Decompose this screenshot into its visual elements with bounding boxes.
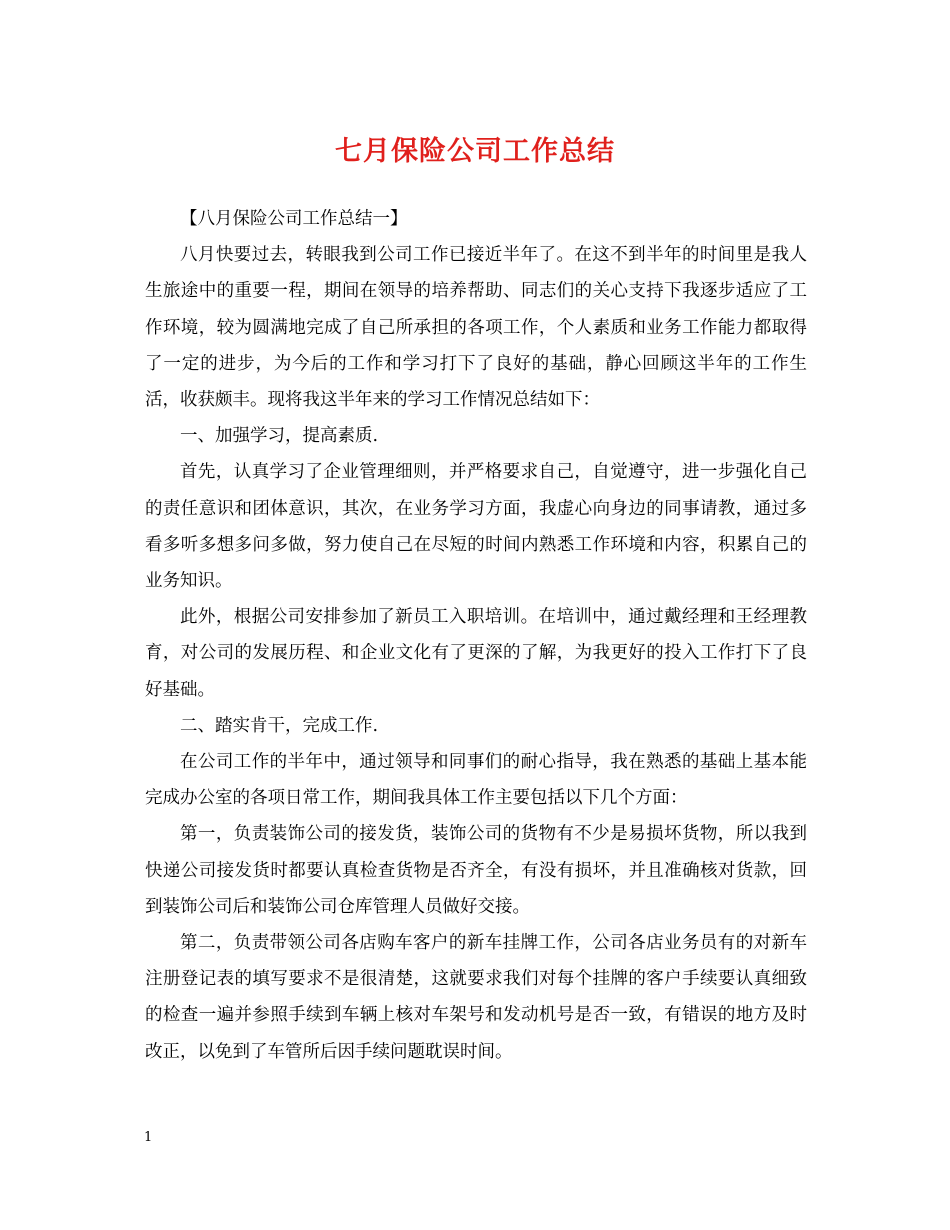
document-body [145,201,807,1070]
paragraph: 第二，负责带领公司各店购车客户的新车挂牌工作，公司各店业务员有的对新车注册登记表的填写要求不是很清楚，这就要求我们对每个挂牌的客户手续要认真细致的检查一遍并参照手续到车辆上核对车架号和发动机号是否一致，有错误的地方及时改正，以免到了车管所后因手续问题耽误时间。 [145,933,807,1062]
paragraph: 此外，根据公司安排参加了新员工入职培训。在培训中，通过戴经理和王经理教育，对公司的发展历程、和企业文化有了更深的了解，为我更好的投入工作打下了良好基础。 [145,607,807,700]
paragraph: 八月快要过去，转眼我到公司工作已接近半年了。在这不到半年的时间里是我人生旅途中的重要一程，期间在领导的培养帮助、同志们的关心支持下我逐步适应了工作环境，较为圆满地完成了自己所承担的各项工作，个人素质和业务工作能力都取得了一定的进步，为今后的工作和学习打下了良好的基础，静心回顾这半年的工作生活，收获颇丰。现将我这半年来的学习工作情况总结如下： [145,245,807,411]
page-number: 1 [144,1130,153,1145]
paragraph: 第一，负责装饰公司的接发货，装饰公司的货物有不少是易损坏货物，所以我到快递公司接发货时都要认真检查货物是否齐全，有没有损坏，并且准确核对货款，回到装饰公司后和装饰公司仓库管理人员做好交接。 [145,824,807,917]
document-title: 七月保险公司工作总结 [335,136,615,167]
paragraph: 首先，认真学习了企业管理细则，并严格要求自己，自觉遵守，进一步强化自己的责任意识和团体意识，其次，在业务学习方面，我虚心向身边的同事请教，通过多看多听多想多问多做，努力使自己在尽短的时间内熟悉工作环境和内容，积累自己的业务知识。 [145,462,807,592]
subsection-heading: 二、踏实肯干，完成工作. [180,715,379,736]
section-heading: 【八月保险公司工作总结一】 [180,209,408,229]
subsection-heading: 一、加强学习，提高素质. [180,426,379,447]
paragraph: 在公司工作的半年中，通过领导和同事们的耐心指导，我在熟悉的基础上基本能完成办公室的各项日常工作，期间我具体工作主要包括以下几个方面： [145,752,807,809]
